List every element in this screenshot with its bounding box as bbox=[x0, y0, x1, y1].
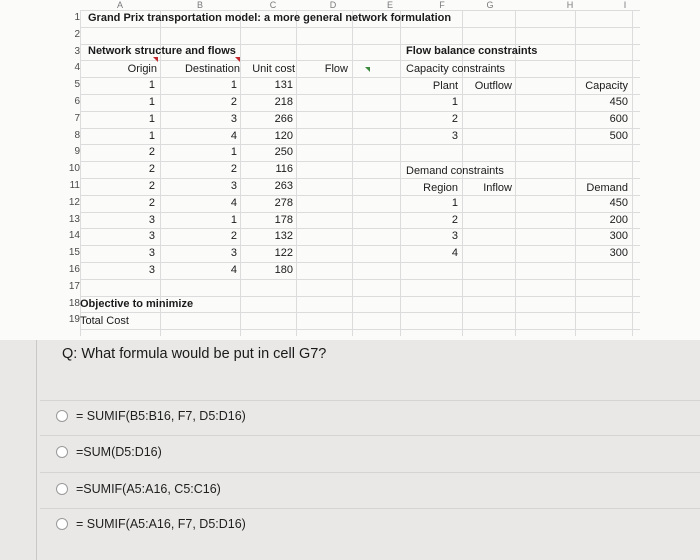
option-2[interactable] bbox=[56, 438, 162, 466]
cell-origin: 2 bbox=[148, 180, 155, 192]
cell-origin: 1 bbox=[148, 96, 155, 108]
radio-icon[interactable] bbox=[56, 446, 68, 458]
capacity-header: Capacity bbox=[585, 80, 628, 92]
total-cost-label: Total Cost bbox=[80, 315, 129, 327]
demand-constraints-heading: Demand constraints bbox=[406, 165, 504, 177]
cell-origin: 3 bbox=[148, 264, 155, 276]
comment-marker bbox=[153, 57, 158, 62]
cell-origin: 3 bbox=[148, 230, 155, 243]
column-header-g: G bbox=[486, 0, 494, 10]
plant-header: Plant bbox=[432, 80, 458, 92]
option-4-label: = SUMIF(A5:A16, F7, D5:D16) bbox=[76, 517, 246, 531]
flow-header: Flow bbox=[324, 63, 348, 75]
demand-cell: 450 bbox=[609, 196, 628, 209]
option-2-label: =SUM(D5:D16) bbox=[76, 445, 162, 459]
option-3-label: =SUMIF(A5:A16, C5:C16) bbox=[76, 482, 221, 496]
plant-cell: 2 bbox=[451, 112, 458, 125]
capacity-cell: 450 bbox=[609, 96, 628, 108]
row-number: 5 bbox=[74, 79, 80, 91]
network-heading: Network structure and flows bbox=[88, 45, 236, 57]
row-number: 2 bbox=[74, 28, 80, 40]
cell-destination: 4 bbox=[230, 196, 237, 209]
cell-cost: 263 bbox=[274, 180, 293, 192]
cell-destination: 3 bbox=[230, 180, 237, 192]
cell-cost: 178 bbox=[274, 213, 293, 226]
row-number: 11 bbox=[69, 180, 80, 191]
cell-marker bbox=[365, 67, 370, 72]
destination-header: Destination bbox=[184, 63, 240, 75]
option-1-label: = SUMIF(B5:B16, F7, D5:D16) bbox=[76, 409, 246, 423]
region-cell: 2 bbox=[451, 213, 458, 226]
cell-origin: 2 bbox=[148, 146, 155, 159]
option-3[interactable] bbox=[56, 475, 221, 503]
capacity-cell: 500 bbox=[609, 129, 628, 142]
cell-origin: 1 bbox=[148, 129, 155, 142]
capacity-cell: 600 bbox=[609, 112, 628, 125]
cell-destination: 2 bbox=[230, 230, 237, 243]
cell-destination: 1 bbox=[230, 146, 237, 159]
radio-icon[interactable] bbox=[56, 410, 68, 422]
region-cell: 3 bbox=[451, 230, 458, 243]
row-number: 19 bbox=[68, 314, 80, 326]
row-number: 3 bbox=[74, 45, 80, 57]
row-number: 6 bbox=[74, 96, 80, 107]
cell-origin: 3 bbox=[148, 213, 155, 226]
outflow-header: Outflow bbox=[474, 80, 512, 92]
row-number: 10 bbox=[68, 163, 80, 175]
plant-cell: 1 bbox=[451, 96, 458, 108]
option-4[interactable] bbox=[56, 510, 246, 538]
cell-cost: 180 bbox=[274, 264, 293, 276]
row-number: 9 bbox=[74, 146, 80, 158]
cell-cost: 266 bbox=[274, 112, 293, 125]
row-number: 4 bbox=[74, 62, 80, 74]
cell-cost: 120 bbox=[274, 129, 293, 142]
row-number: 8 bbox=[74, 129, 80, 141]
row-number: 14 bbox=[68, 230, 80, 242]
radio-icon[interactable] bbox=[56, 518, 68, 530]
cell-cost: 116 bbox=[275, 163, 293, 176]
column-header-f: F bbox=[439, 0, 445, 10]
cell-destination: 4 bbox=[230, 264, 237, 276]
unit-cost-header: Unit cost bbox=[252, 63, 295, 75]
row-number: 7 bbox=[74, 112, 80, 124]
option-1[interactable] bbox=[56, 402, 246, 430]
cell-cost: 218 bbox=[274, 96, 293, 108]
cell-destination: 3 bbox=[230, 112, 237, 125]
region-cell: 1 bbox=[451, 196, 458, 209]
comment-marker bbox=[235, 57, 240, 62]
capacity-constraints-heading: Capacity constraints bbox=[406, 63, 506, 75]
cell-cost: 131 bbox=[274, 79, 293, 92]
row-number: 15 bbox=[68, 247, 80, 259]
row-number: 13 bbox=[68, 213, 80, 225]
cell-origin: 2 bbox=[148, 196, 155, 209]
column-header-i: I bbox=[623, 0, 627, 10]
row-number: 1 bbox=[74, 12, 80, 23]
region-cell: 4 bbox=[451, 247, 458, 260]
cell-origin: 2 bbox=[148, 163, 155, 176]
cell-destination: 1 bbox=[230, 79, 237, 92]
column-header-e: E bbox=[386, 0, 393, 10]
demand-header: Demand bbox=[586, 182, 628, 194]
plant-cell: 3 bbox=[451, 129, 458, 142]
question-text: Q: What formula would be put in cell G7? bbox=[62, 346, 327, 362]
region-header: Region bbox=[423, 182, 458, 194]
cell-destination: 4 bbox=[230, 129, 237, 142]
demand-cell: 200 bbox=[609, 213, 628, 226]
demand-cell: 300 bbox=[609, 247, 628, 260]
inflow-header: Inflow bbox=[483, 182, 512, 194]
flow-balance-heading: Flow balance constraints bbox=[406, 45, 538, 57]
objective-label: Objective to minimize bbox=[80, 298, 194, 310]
column-header-h: H bbox=[566, 0, 574, 10]
radio-icon[interactable] bbox=[56, 483, 68, 495]
cell-destination: 3 bbox=[230, 247, 237, 260]
cell-destination: 1 bbox=[230, 213, 237, 226]
cell-origin: 3 bbox=[148, 247, 155, 260]
cell-cost: 250 bbox=[274, 146, 293, 159]
cell-origin: 1 bbox=[148, 112, 155, 125]
cell-cost: 122 bbox=[274, 247, 293, 260]
column-header-b: B bbox=[196, 0, 203, 10]
row-number: 17 bbox=[68, 280, 80, 292]
cell-destination: 2 bbox=[230, 96, 237, 108]
column-header-a: A bbox=[116, 0, 123, 10]
column-header-d: D bbox=[329, 0, 337, 10]
cell-destination: 2 bbox=[230, 163, 237, 176]
sheet-title: Grand Prix transportation model: a more general network formulation bbox=[88, 12, 452, 24]
column-header-c: C bbox=[269, 0, 277, 10]
row-number: 16 bbox=[68, 264, 80, 275]
row-number: 12 bbox=[68, 196, 80, 208]
row-number: 18 bbox=[68, 297, 80, 309]
cell-cost: 132 bbox=[274, 230, 293, 243]
demand-cell: 300 bbox=[609, 230, 628, 243]
cell-origin: 1 bbox=[148, 79, 155, 92]
cell-cost: 278 bbox=[274, 196, 293, 209]
origin-header: Origin bbox=[127, 63, 157, 75]
